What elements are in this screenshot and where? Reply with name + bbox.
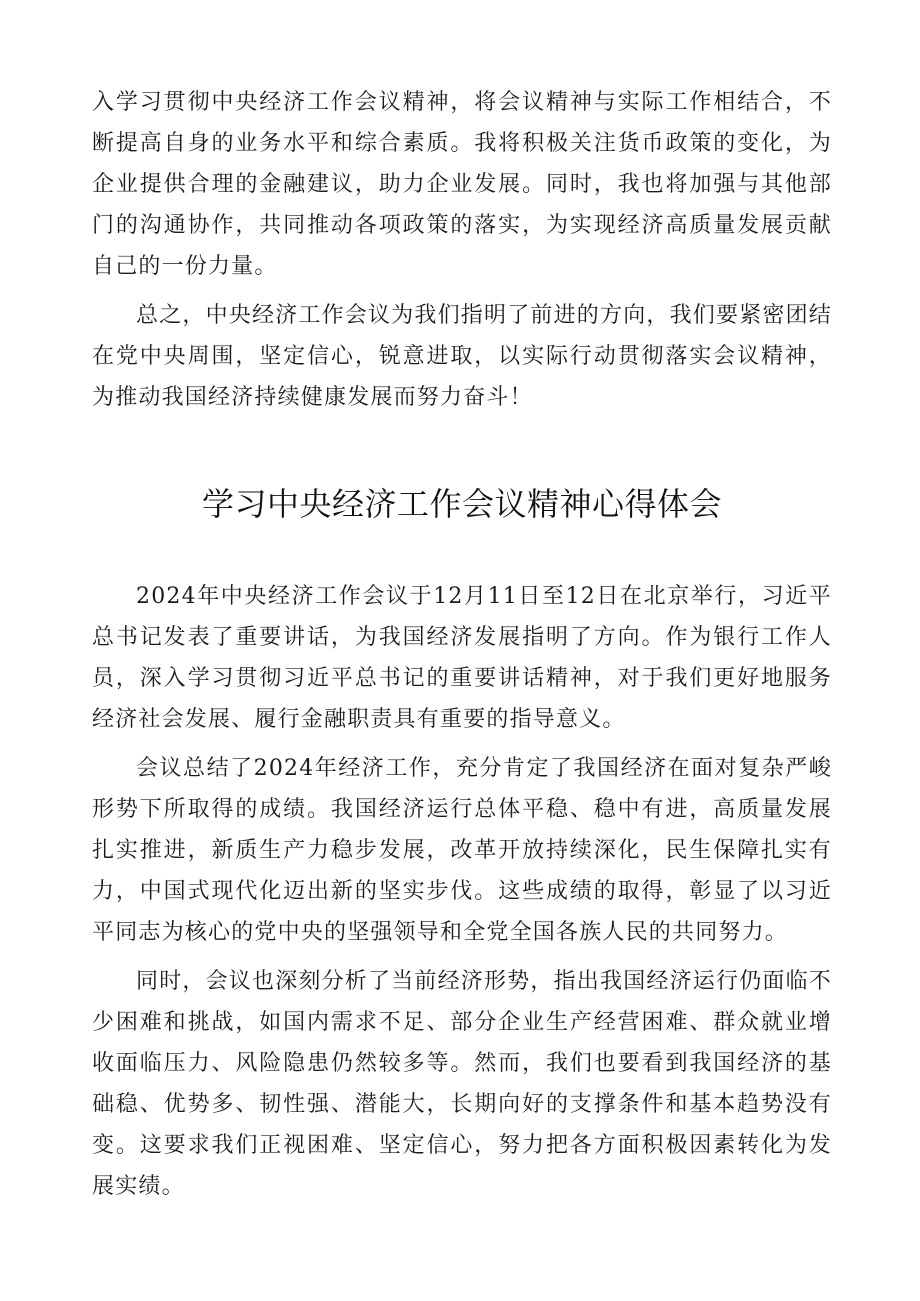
paragraph-conclusion: 总之，中央经济工作会议为我们指明了前进的方向，我们要紧密团结在党中央周围，坚定信心，锐意进取，以实际行动贯彻落实会议精神，为推动我国经济持续健康发展而努力奋斗！ [92,303,833,410]
paragraph-intro: 2024年中央经济工作会议于12月11日至12日在北京举行，习近平总书记发表了重要讲话，为我国经济发展指明了方向。作为银行工作人员，深入学习贯彻习近平总书记的重要讲话精神，对于我们更好地服务经济社会发展、履行金融职责具有重要的指导意义。 [92,584,832,732]
paragraph-analysis: 同时，会议也深刻分析了当前经济形势，指出我国经济运行仍面临不少困难和挑战，如国内需求不足、部分企业生产经营困难、群众就业增收面临压力、风险隐患仍然较多等。然而，我们也要看到我国经济的基础稳、优势多、韧性强、潜能大，长期向好的支撑条件和基本趋势没有变。这要求我们正视困难、坚定信心，努力把各方面积极因素转化为发展实绩。 [92,969,833,1199]
paragraph-continued: 入学习贯彻中央经济工作会议精神，将会议精神与实际工作相结合，不断提高自身的业务水平和综合素质。我将积极关注货币政策的变化，为企业提供合理的金融建议，助力企业发展。同时，我也将加强与其他部门的沟通协作，共同推动各项政策的落实，为实现经济高质量发展贡献自己的一份力量。 [92,90,832,279]
document-title: 学习中央经济工作会议精神心得体会 [201,485,722,523]
paragraph-summary: 会议总结了2024年经济工作，充分肯定了我国经济在面对复杂严峻形势下所取得的成绩。我国经济运行总体平稳、稳中有进，高质量发展扎实推进，新质生产力稳步发展，改革开放持续深化，民生保障扎实有力，中国式现代化迈出新的坚实步伐。这些成绩的取得，彰显了以习近平同志为核心的党中央的坚强领导和全党全国各族人民的共同努力。 [92,756,832,945]
document-page [92,82,832,1215]
